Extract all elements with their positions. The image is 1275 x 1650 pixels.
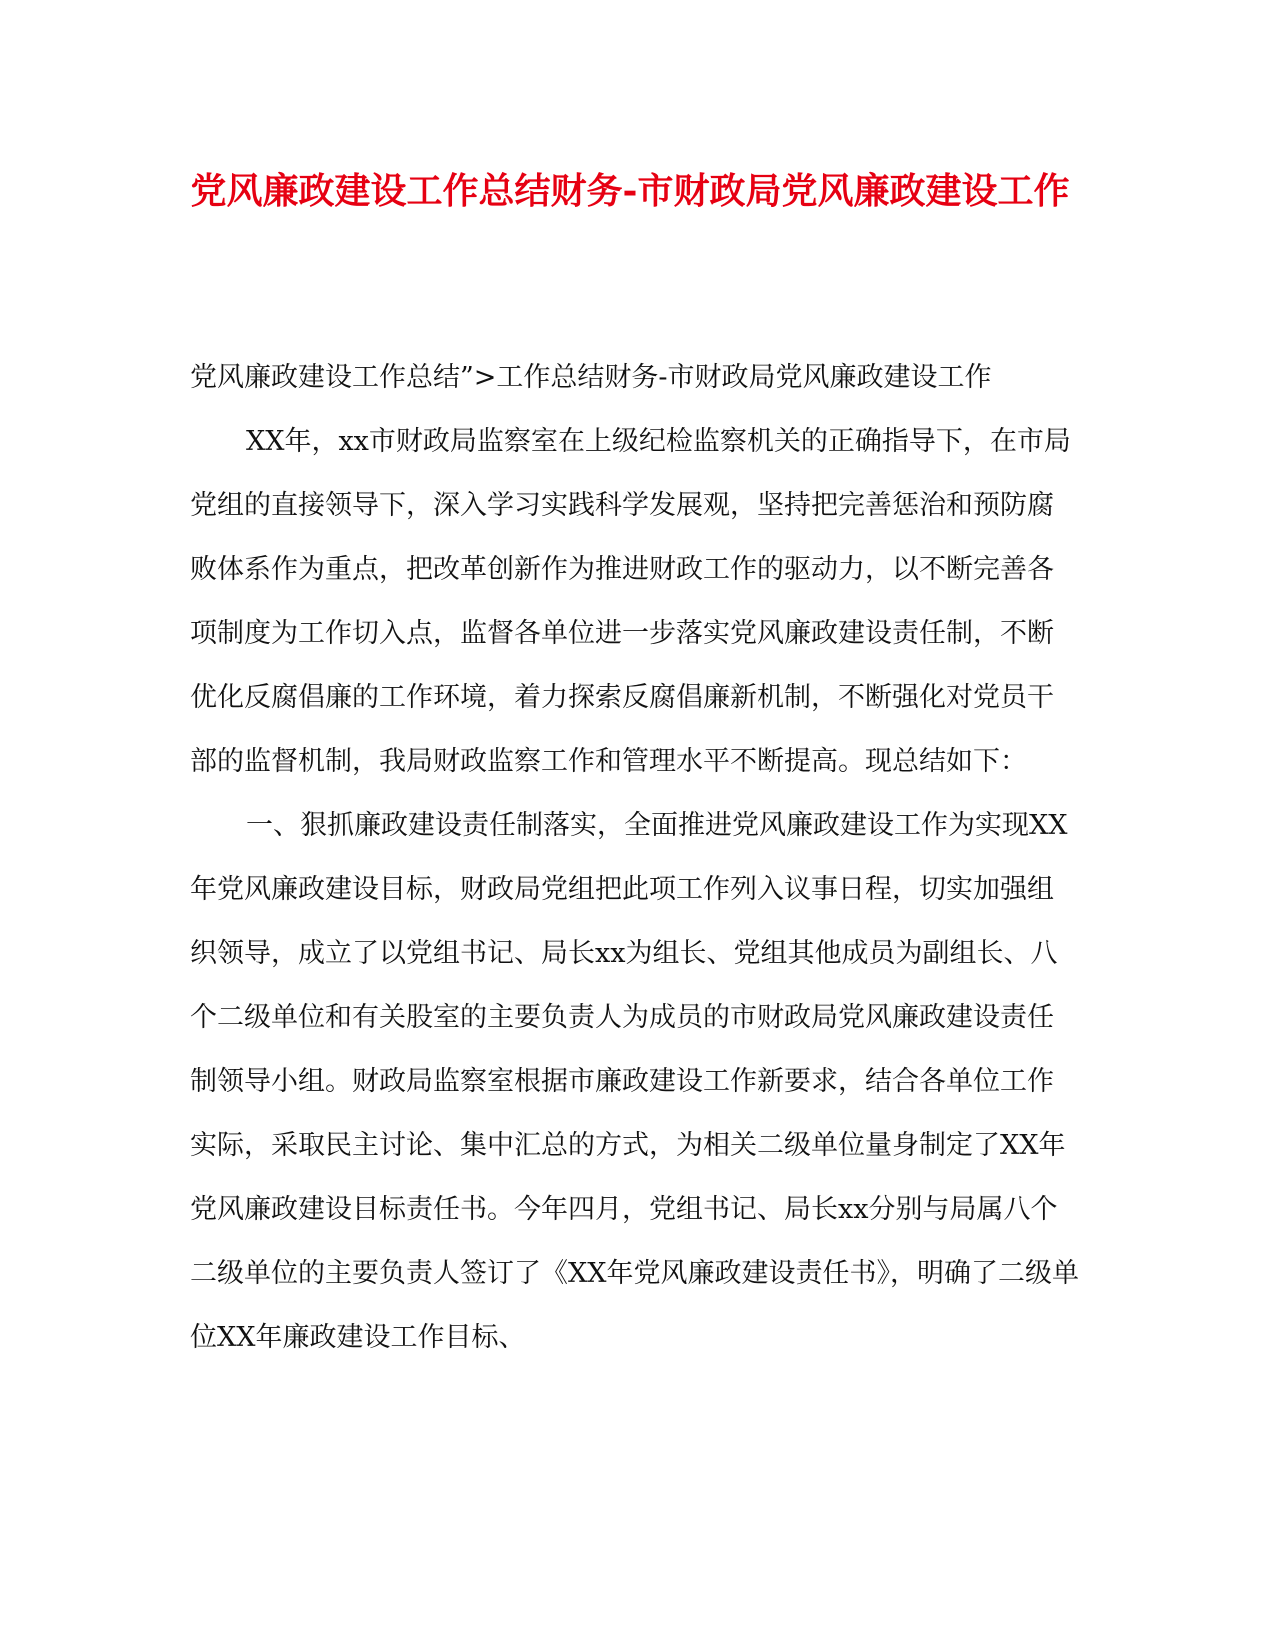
document-title: 党风廉政建设工作总结财务-市财政局党风廉政建设工作 bbox=[190, 170, 1070, 212]
document-body bbox=[190, 346, 1080, 1370]
paragraph-intro: XX年，xx市财政局监察室在上级纪检监察机关的正确指导下，在市局党组的直接领导下，深入学习实践科学发展观，坚持把完善惩治和预防腐败体系作为重点，把改革创新作为推进财政工作的驱动力，以不断完善各项制度为工作切入点，监督各单位进一步落实党风廉政建设责任制，不断优化反腐倡廉的工作环境，着力探索反腐倡廉新机制，不断强化对党员干部的监督机制，我局财政监察工作和管理水平不断提高。现总结如下： bbox=[190, 426, 1071, 777]
paragraph-section-one: 一、狠抓廉政建设责任制落实，全面推进党风廉政建设工作为实现XX年党风廉政建设目标，财政局党组把此项工作列入议事日程，切实加强组织领导，成立了以党组书记、局长xx为组长、党组其他成员为副组长、八个二级单位和有关股室的主要负责人为成员的市财政局党风廉政建设责任制领导小组。财政局监察室根据市廉政建设工作新要求，结合各单位工作实际，采取民主讨论、集中汇总的方式，为相关二级单位量身制定了XX年党风廉政建设目标责任书。今年四月，党组书记、局长xx分别与局属八个二级单位的主要负责人签订了《XX年党风廉政建设责任书》，明确了二级单位XX年廉政建设工作目标、 bbox=[190, 810, 1079, 1353]
paragraph-breadcrumb: 党风廉政建设工作总结”>工作总结财务-市财政局党风廉政建设工作 bbox=[190, 362, 992, 393]
